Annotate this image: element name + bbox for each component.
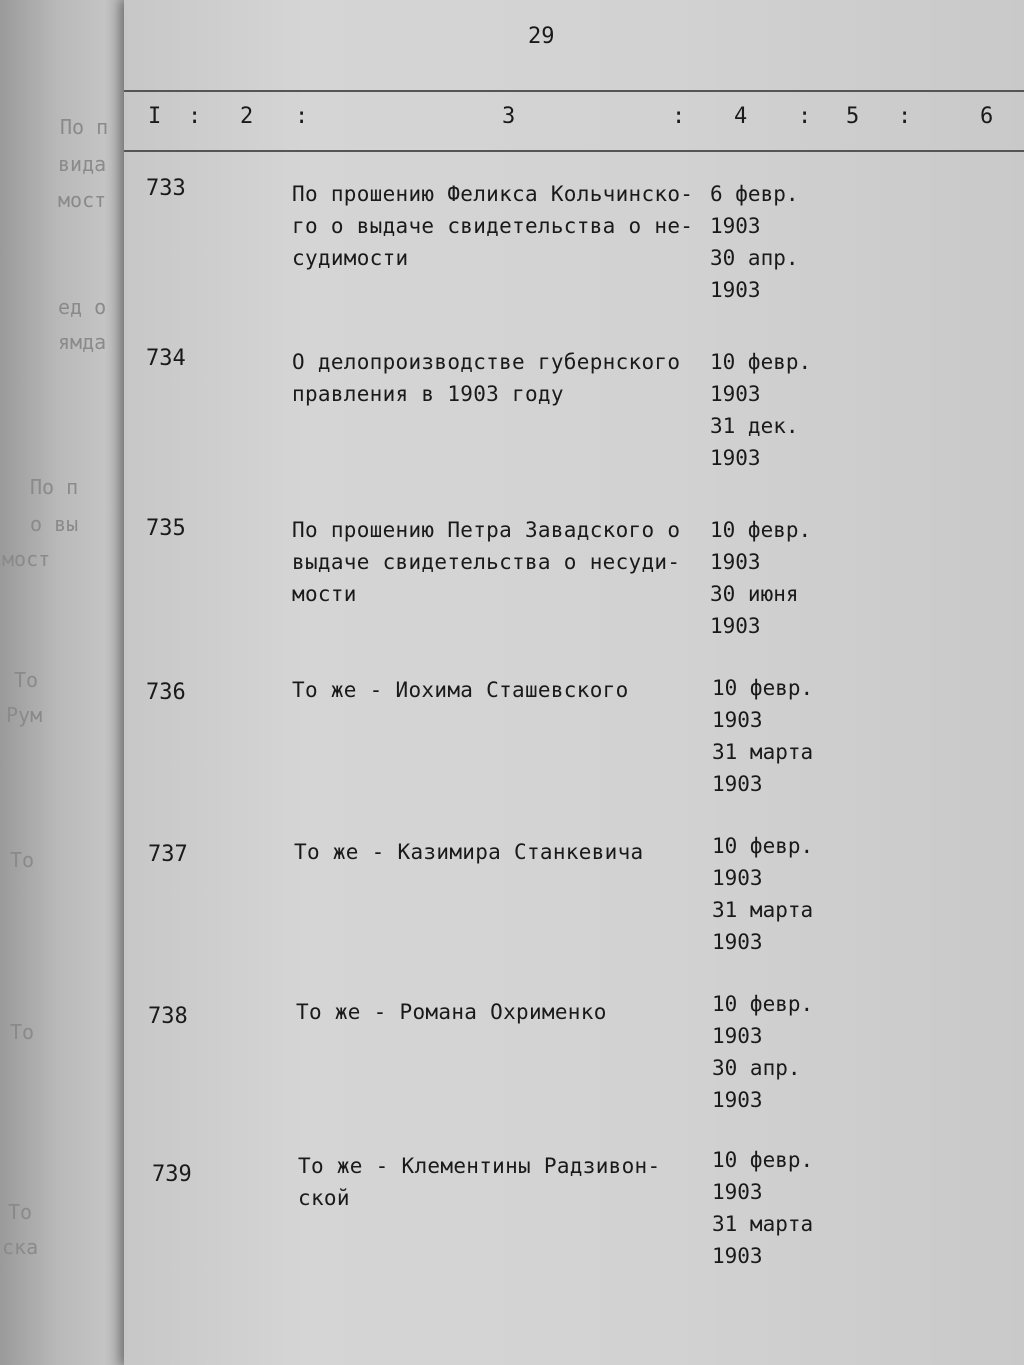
column-separator: : <box>188 104 202 129</box>
column-separator: : <box>798 104 812 129</box>
column-header: 5 <box>846 104 860 129</box>
entry-title: То же - Клементины Радзивон- ской <box>298 1154 661 1210</box>
left-bleed-text: По п <box>60 115 109 139</box>
entry-title: О делопроизводстве губернского правления в 1903 году <box>292 350 681 406</box>
entry-number: 733 <box>146 176 186 201</box>
column-header: 3 <box>502 104 516 129</box>
column-separator: : <box>898 104 912 129</box>
left-bleed-text: По п <box>30 475 79 499</box>
column-header: I <box>148 104 162 129</box>
entry-number: 738 <box>148 1004 188 1029</box>
left-bleed-text: То <box>10 1020 35 1044</box>
entry-number: 739 <box>152 1162 192 1187</box>
left-bleed-text: мост <box>2 547 51 571</box>
entry-dates: 6 февр. 1903 30 апр. 1903 <box>710 182 799 302</box>
entry-dates: 10 февр. 1903 30 апр. 1903 <box>712 992 814 1112</box>
column-header: 4 <box>734 104 748 129</box>
header-top-rule <box>124 90 1024 92</box>
left-bleed-text: вида <box>58 152 107 176</box>
entry-number: 735 <box>146 516 186 541</box>
entry-title: По прошению Феликса Кольчинско- го о выдаче свидетельства о не- судимости <box>292 182 694 270</box>
column-header: 6 <box>980 104 994 129</box>
left-bleed-text: То <box>14 668 39 692</box>
entry-dates: 10 февр. 1903 31 марта 1903 <box>712 834 814 954</box>
left-bleed-text: Рум <box>6 703 43 727</box>
entry-dates: 10 февр. 1903 31 марта 1903 <box>712 1148 814 1268</box>
entry-number: 736 <box>146 680 186 705</box>
left-bleed-text: То <box>10 848 35 872</box>
entry-number: 737 <box>148 842 188 867</box>
column-header: 2 <box>240 104 254 129</box>
entry-title: По прошению Петра Завадского о выдаче свидетельства о несуди- мости <box>292 518 681 606</box>
left-bleed-text: о вы <box>30 512 79 536</box>
left-bleed-text: ска <box>2 1235 39 1259</box>
left-facing-page <box>0 0 130 1365</box>
left-bleed-text: ямда <box>58 330 107 354</box>
page-number: 29 <box>528 24 555 49</box>
entry-dates: 10 февр. 1903 31 дек. 1903 <box>710 350 812 470</box>
header-bottom-rule <box>124 150 1024 152</box>
entry-title: То же - Романа Охрименко <box>296 1000 607 1024</box>
entry-number: 734 <box>146 346 186 371</box>
entry-title: То же - Иохима Сташевского <box>292 678 629 702</box>
left-bleed-text: ед о <box>58 295 107 319</box>
entry-dates: 10 февр. 1903 31 марта 1903 <box>712 676 814 796</box>
column-separator: : <box>295 104 309 129</box>
entry-title: То же - Казимира Станкевича <box>294 840 644 864</box>
entry-dates: 10 февр. 1903 30 июня 1903 <box>710 518 812 638</box>
left-bleed-text: То <box>8 1200 33 1224</box>
left-bleed-text: мост <box>58 188 107 212</box>
column-separator: : <box>672 104 686 129</box>
